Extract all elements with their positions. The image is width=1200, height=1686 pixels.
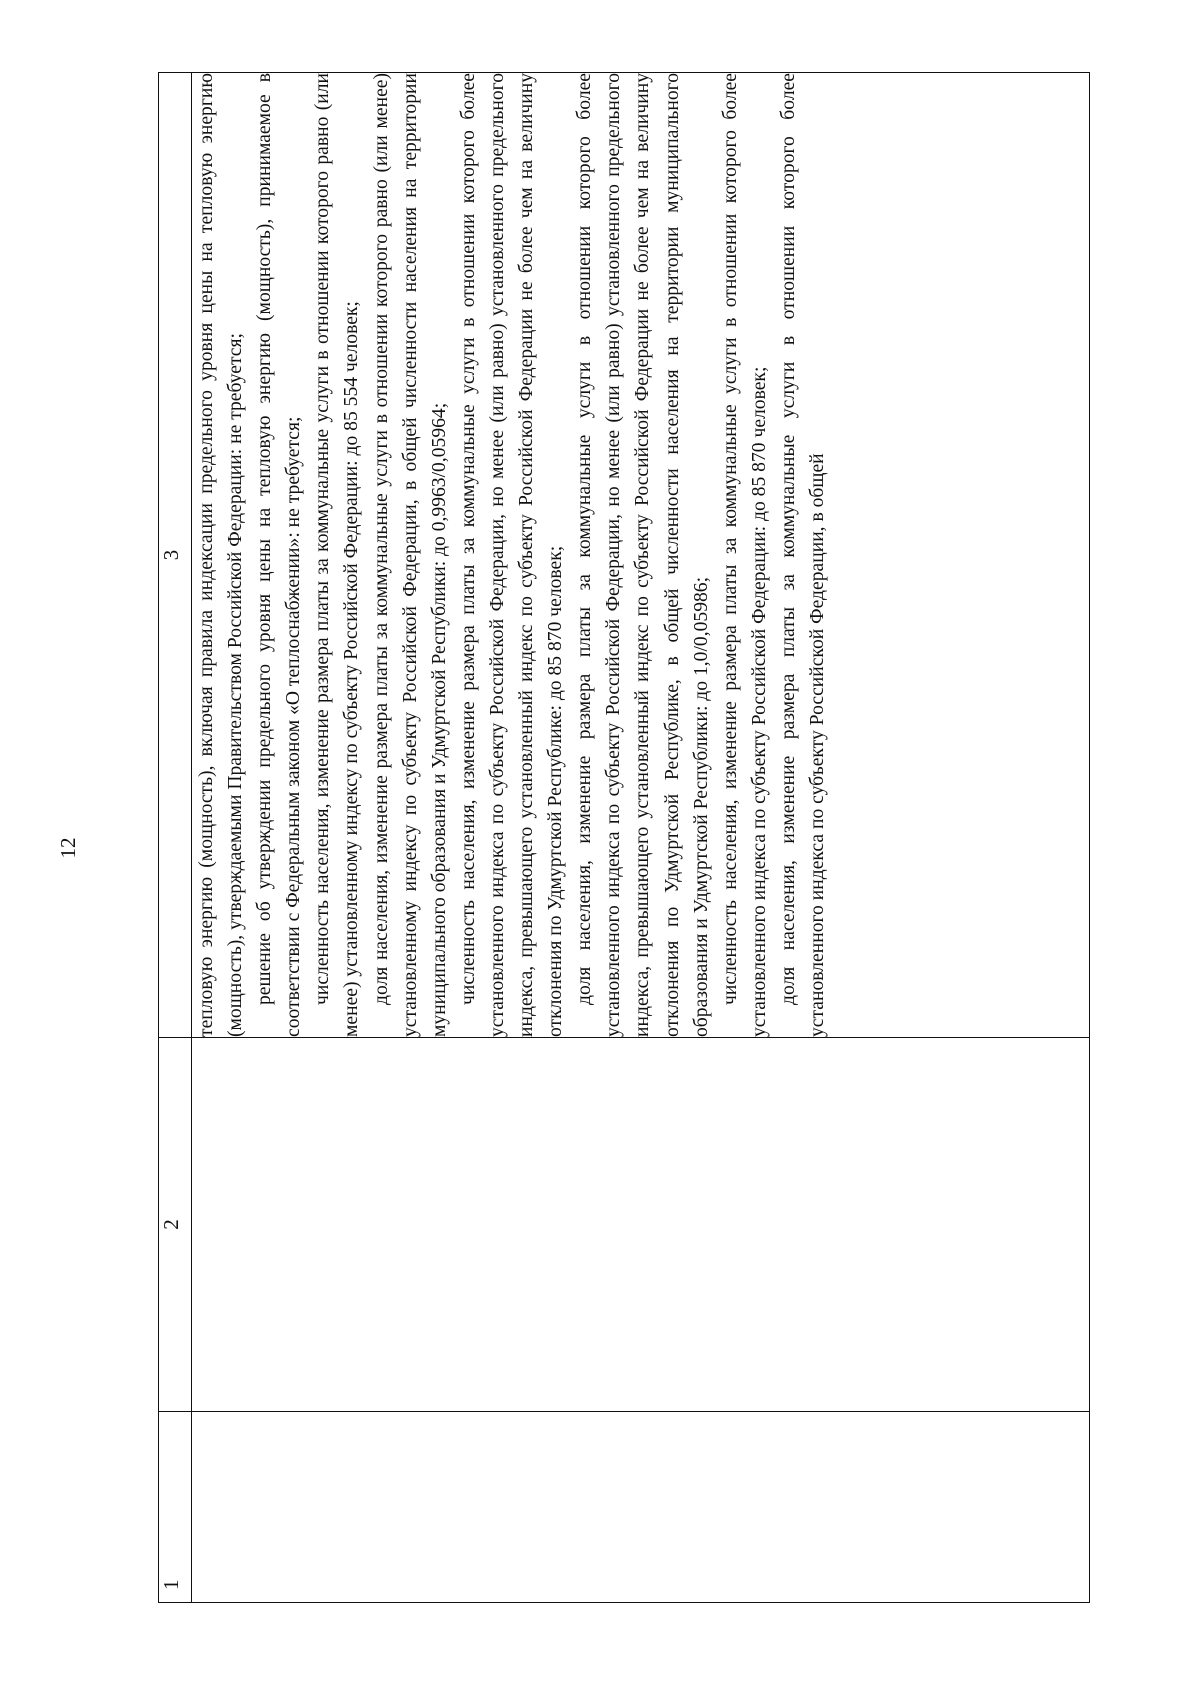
rotated-table-container bbox=[158, 73, 1090, 1603]
paragraph-2: решение об утверждении предельного уровня цены на тепловую энергию (мощность), принимаемое в соответствии с Федеральным законом «О теплоснабжении»: не требуется; bbox=[254, 73, 305, 1037]
column-header-1: 1 bbox=[159, 1412, 192, 1603]
paragraph-5: численность населения, изменение размера платы за коммунальные услуги в отношении которого более установленного индекса по субъекту Российской Федерации, но менее (или равно) установленного предельного индекса, превышающего установленный индекс по субъекту Российской Федерации не более чем на величину отклонения по Удмуртской Республике: до 85 870 человек; bbox=[457, 73, 567, 1037]
page-number-wrap bbox=[56, 833, 86, 863]
page-number: 12 bbox=[56, 837, 80, 859]
paragraph-7: численность населения, изменение размера платы за коммунальные услуги в отношении которого более установленного индекса по субъекту Российской Федерации: до 85 870 человек; bbox=[719, 73, 770, 1037]
table-header-row bbox=[159, 73, 192, 1603]
cell-col1 bbox=[192, 1412, 1090, 1603]
paragraph-3: численность населения, изменение размера платы за коммунальные услуги в отношении которого равно (или менее) установленному индексу по субъекту Российской Федерации: до 85 554 человек; bbox=[312, 73, 363, 1037]
cell-col2 bbox=[192, 1038, 1090, 1412]
paragraph-6: доля населения, изменение размера платы за коммунальные услуги в отношении которого более установленного индекса по субъекту Российской Федерации, но менее (или равно) установленного предельного индекса, превышающего установленный индекс по субъекту Российской Федерации не более чем на величину отклонения по Удмуртской Республике, в общей численности населения на территории муниципального образования и Удмуртской Республики: до 1,0/0,05986; bbox=[574, 73, 712, 1037]
table-row bbox=[192, 73, 1090, 1603]
column-header-3: 3 bbox=[159, 73, 192, 1038]
paragraph-8: доля населения, изменение размера платы за коммунальные услуги в отношении которого более установленного индекса по субъекту Российской Федерации, в общей bbox=[777, 73, 828, 1037]
cell-col3 bbox=[192, 73, 1090, 1038]
paragraph-4: доля населения, изменение размера платы за коммунальные услуги в отношении которого равно (или менее) установленному индексу по субъекту Российской Федерации, в общей численности населения на территории муниципального образования и Удмуртской Республики: до 0,9963/0,05964; bbox=[370, 73, 450, 1037]
document-table bbox=[158, 72, 1090, 1603]
column-header-2: 2 bbox=[159, 1038, 192, 1412]
paragraph-1: тепловую энергию (мощность), включая правила индексации предельного уровня цены на тепловую энергию (мощность), утверждаемыми Правительством Российской Федерации: не требуется; bbox=[196, 73, 247, 1037]
